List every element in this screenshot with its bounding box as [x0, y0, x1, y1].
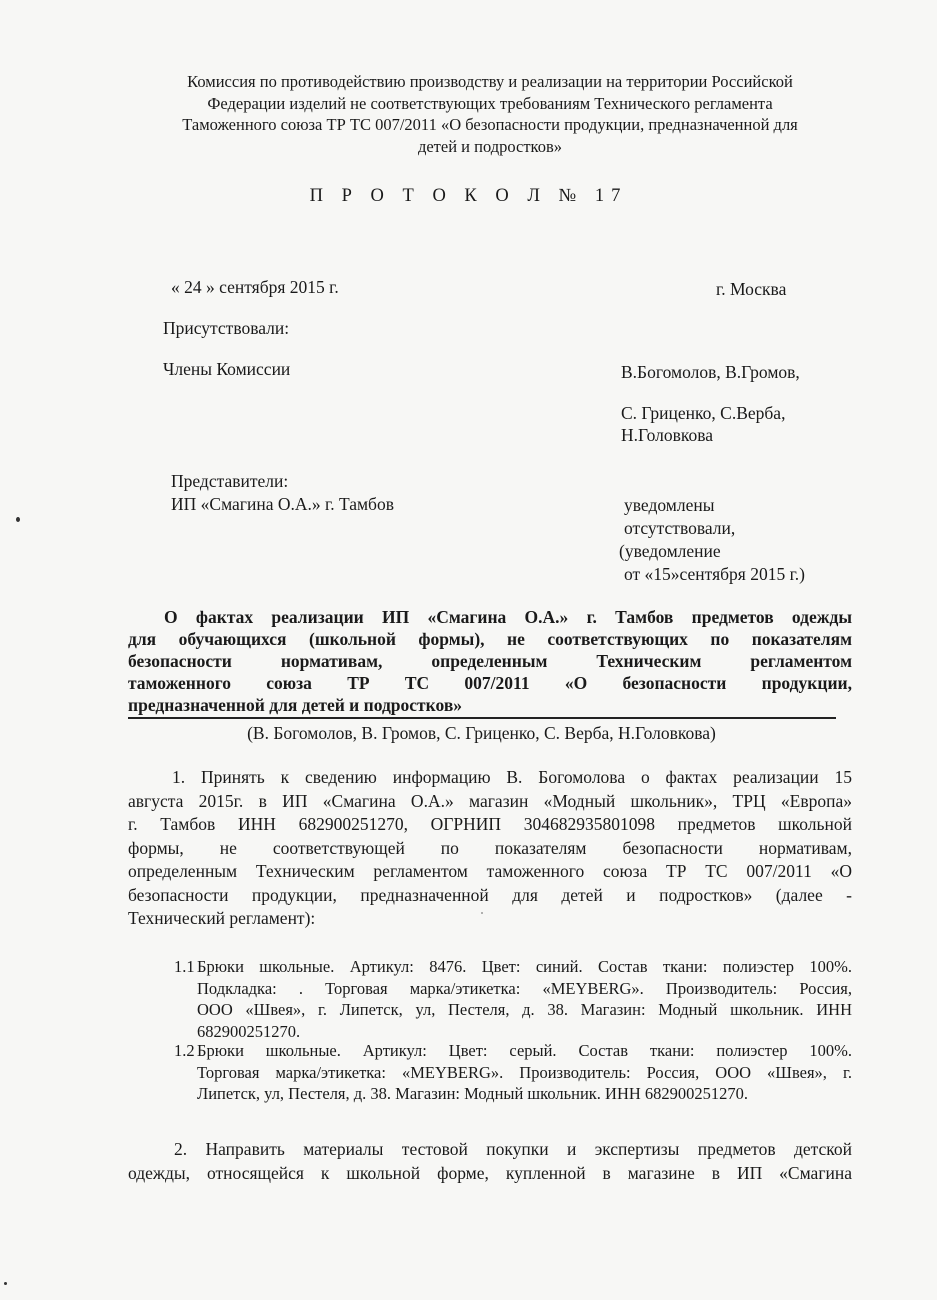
- paragraph-line: безопасности продукции, предназначенной для детей и подростков» (далее -: [128, 884, 852, 905]
- members-names-line: В.Богомолов, В.Громов,: [621, 362, 800, 382]
- header-line: Комиссия по противодействию производству и реализации на территории Российской: [187, 72, 793, 91]
- paragraph-line: формы, не соответствующей по показателям безопасности нормативам,: [128, 837, 852, 858]
- title-line: О фактах реализации ИП «Смагина О.А.» г. Тамбов предметов одежды: [164, 607, 852, 627]
- paragraph-line: 2. Направить материалы тестовой покупки и экспертизы предметов детской: [174, 1139, 852, 1159]
- list-item-line: Брюки школьные. Артикул: Цвет: серый. Состав ткани: полиэстер 100%.: [197, 1041, 852, 1060]
- header-line: Таможенного союза ТР ТС 007/2011 «О безопасности продукции, предназначенной для: [182, 115, 798, 134]
- title-line: предназначенной для детей и подростков»: [128, 695, 463, 715]
- representatives-status: (уведомление: [619, 541, 721, 561]
- list-item-line: 682900251270.: [197, 1021, 301, 1041]
- present-label: Присутствовали:: [163, 318, 290, 338]
- paragraph-line: определенным Техническим регламентом таможенного союза ТР ТС 007/2011 «О: [128, 861, 852, 881]
- list-item-line: Торговая марка/этикетка: «MEYBERG». Производитель: Россия, ООО «Швея», г.: [197, 1062, 852, 1082]
- paragraph-1: [128, 766, 852, 931]
- representatives-status: уведомлены: [624, 495, 715, 515]
- representatives-status: отсутствовали,: [624, 518, 736, 538]
- title-underline: [128, 717, 836, 719]
- scan-speck: [4, 1282, 7, 1285]
- signers-list: (В. Богомолов, В. Громов, С. Гриценко, С. Верба, Н.Головкова): [247, 723, 716, 743]
- representatives-label: Представители:: [171, 471, 289, 491]
- header-line: детей и подростков»: [417, 136, 563, 156]
- paragraph-line: г. Тамбов ИНН 682900251270, ОГРНИП 304682935801098 предметов школьной: [128, 814, 852, 834]
- title-line: безопасности нормативам, определенным Техническим регламентом: [128, 651, 852, 671]
- list-item: [174, 956, 852, 1042]
- representatives-status: от «15»сентября 2015 г.): [624, 564, 805, 584]
- list-item: [174, 1040, 852, 1105]
- members-names-line: С. Гриценко, С.Верба,: [621, 403, 786, 423]
- paragraph-line: одежды, относящейся к школьной форме, купленной в магазине в ИП «Смагина: [128, 1162, 852, 1183]
- members-label: Члены Комиссии: [163, 359, 291, 379]
- title-line: для обучающихся (школьной формы), не соответствующих по показателям: [128, 629, 852, 649]
- protocol-title: П Р О Т О К О Л № 17: [309, 186, 628, 206]
- paragraph-2: [128, 1138, 852, 1185]
- list-item-line: ООО «Швея», г. Липетск, ул, Пестеля, д. 38. Магазин: Модный школьник. ИНН: [197, 1000, 852, 1019]
- paragraph-line: 1. Принять к сведению информацию В. Богомолова о фактах реализации 15: [172, 767, 852, 787]
- list-item-line: Подкладка: . Торговая марка/этикетка: «MEYBERG». Производитель: Россия,: [197, 978, 852, 998]
- scan-speck: [481, 912, 483, 914]
- title-line: таможенного союза ТР ТС 007/2011 «О безопасности продукции,: [128, 673, 852, 693]
- list-item-line: Брюки школьные. Артикул: 8476. Цвет: синий. Состав ткани: полиэстер 100%.: [197, 957, 852, 976]
- members-names-line: Н.Головкова: [621, 425, 714, 445]
- representatives-name: ИП «Смагина О.А.» г. Тамбов: [171, 494, 394, 514]
- decision-title: [128, 606, 852, 716]
- list-item-line: Липетск, ул, Пестеля, д. 38. Магазин: Модный школьник. ИНН 682900251270.: [197, 1084, 749, 1103]
- paragraph-line: августа 2015г. в ИП «Смагина О.А.» магазин «Модный школьник», ТРЦ «Европа»: [128, 790, 852, 811]
- list-item-number: 1.2: [174, 1041, 195, 1060]
- list-item-number: 1.1: [174, 957, 195, 976]
- header-line: Федерации изделий не соответствующих требованиям Технического регламента: [207, 93, 773, 113]
- meeting-date: « 24 » сентября 2015 г.: [171, 277, 339, 297]
- commission-header: [110, 71, 870, 157]
- paragraph-line: Технический регламент):: [128, 908, 316, 928]
- meeting-city: г. Москва: [716, 279, 787, 299]
- scan-speck: [16, 517, 20, 522]
